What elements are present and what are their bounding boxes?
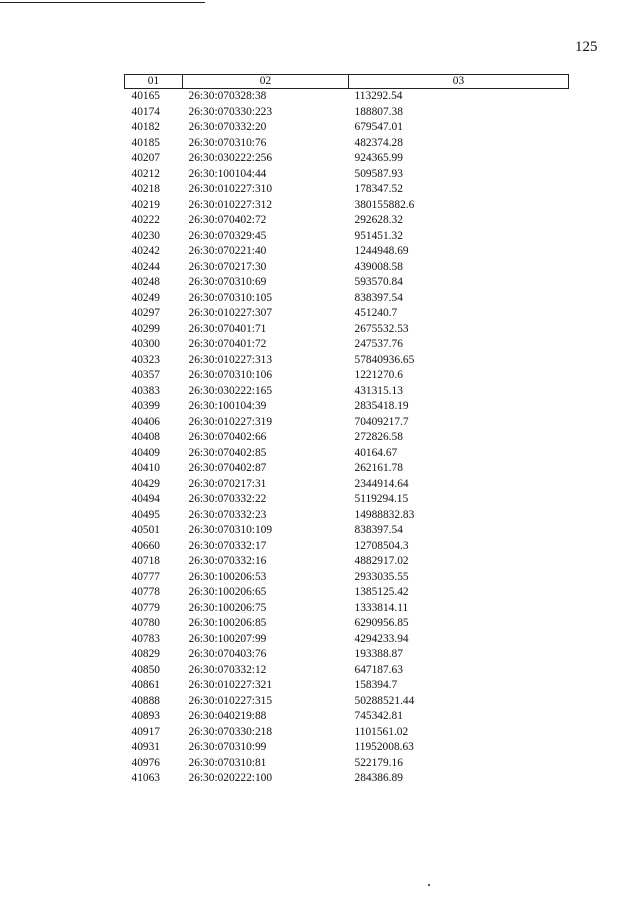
value-cell: 158394.7 — [354, 679, 398, 691]
table-row — [125, 663, 569, 679]
cadastral-number-cell: 26:30:070310:76 — [188, 136, 267, 149]
row-id-cell: 40207 — [131, 152, 160, 164]
cadastral-number-cell: 26:30:100104:39 — [188, 400, 267, 412]
row-id-cell: 40778 — [131, 586, 160, 598]
cadastral-number-cell: 26:30:070310:106 — [188, 369, 273, 381]
table-row — [125, 384, 569, 400]
value-cell: 272826.58 — [354, 431, 403, 443]
table-row — [125, 756, 569, 772]
row-id-cell: 40779 — [131, 601, 160, 614]
cadastral-number-cell: 26:30:070332:22 — [188, 493, 267, 505]
table-row — [125, 368, 569, 384]
cadastral-number-cell: 26:30:100104:44 — [188, 167, 267, 180]
table-row — [125, 198, 569, 214]
table-row — [125, 740, 569, 756]
cadastral-number-cell: 26:30:020222:100 — [188, 772, 273, 784]
value-cell: 14988832.83 — [354, 508, 415, 521]
value-cell: 1385125.42 — [354, 586, 409, 598]
row-id-cell: 40174 — [131, 105, 160, 118]
table-row — [125, 632, 569, 648]
header-row — [125, 75, 569, 89]
cadastral-number-cell: 26:30:070402:85 — [188, 446, 267, 459]
value-cell: 380155882.6 — [354, 198, 415, 211]
value-cell: 247537.76 — [354, 338, 403, 350]
row-id-cell: 41063 — [131, 772, 160, 784]
cadastral-number-cell: 26:30:010227:312 — [188, 198, 273, 211]
table-row — [125, 337, 569, 353]
value-cell: 838397.54 — [354, 524, 403, 536]
table-body — [125, 89, 569, 787]
table-row — [125, 151, 569, 167]
value-cell: 5119294.15 — [354, 493, 409, 505]
table-row — [125, 275, 569, 291]
value-cell: 451240.7 — [354, 307, 398, 319]
cadastral-number-cell: 26:30:070332:17 — [188, 539, 267, 552]
table-row — [125, 244, 569, 260]
table-row — [125, 213, 569, 229]
table-row — [125, 647, 569, 663]
table-row — [125, 430, 569, 446]
cadastral-number-cell: 26:30:070221:40 — [188, 245, 267, 257]
row-id-cell: 40829 — [131, 648, 160, 660]
value-cell: 193388.87 — [354, 648, 403, 660]
row-id-cell: 40248 — [131, 276, 160, 288]
table-row — [125, 446, 569, 462]
table-row — [125, 570, 569, 586]
cadastral-number-cell: 26:30:070310:69 — [188, 276, 267, 288]
cadastral-number-cell: 26:30:070310:81 — [188, 756, 267, 769]
cadastral-number-cell: 26:30:070310:109 — [188, 524, 273, 536]
cadastral-number-cell: 26:30:070328:38 — [188, 90, 267, 102]
row-id-cell: 40323 — [131, 353, 160, 366]
row-id-cell: 40299 — [131, 322, 160, 335]
cadastral-number-cell: 26:30:040219:88 — [188, 710, 267, 722]
cadastral-number-cell: 26:30:070310:99 — [188, 741, 267, 753]
row-id-cell: 40165 — [131, 90, 160, 102]
row-id-cell: 40429 — [131, 477, 160, 490]
value-cell: 2933035.55 — [354, 570, 409, 583]
row-id-cell: 40222 — [131, 214, 160, 226]
row-id-cell: 40219 — [131, 198, 160, 211]
row-id-cell: 40893 — [131, 710, 160, 722]
page-number: 125 — [575, 39, 598, 55]
row-id-cell: 40249 — [131, 291, 160, 304]
cadastral-number-cell: 26:30:100207:99 — [188, 632, 267, 645]
value-cell: 439008.58 — [354, 260, 403, 273]
value-cell: 522179.16 — [354, 756, 403, 769]
row-id-cell: 40244 — [131, 260, 160, 273]
row-id-cell: 40495 — [131, 508, 160, 521]
value-cell: 431315.13 — [354, 384, 403, 397]
cadastral-number-cell: 26:30:030222:165 — [188, 384, 273, 397]
table-row — [125, 771, 569, 787]
table-row — [125, 291, 569, 307]
value-cell: 50288521.44 — [354, 694, 415, 707]
value-cell: 292628.32 — [354, 214, 403, 226]
table-row — [125, 539, 569, 555]
table-row — [125, 182, 569, 198]
value-cell: 1244948.69 — [354, 245, 409, 257]
table-row — [125, 508, 569, 524]
table-row — [125, 554, 569, 570]
cadastral-number-cell: 26:30:010227:310 — [188, 183, 273, 195]
value-cell: 593570.84 — [354, 276, 403, 288]
value-cell: 1101561.02 — [354, 725, 409, 738]
value-cell: 178347.52 — [354, 183, 403, 195]
row-id-cell: 40383 — [131, 384, 160, 397]
row-id-cell: 40242 — [131, 245, 160, 257]
row-id-cell: 40976 — [131, 756, 160, 769]
row-id-cell: 40218 — [131, 183, 160, 195]
table-row — [125, 461, 569, 477]
table-row — [125, 229, 569, 245]
table-row — [125, 136, 569, 152]
cadastral-number-cell: 26:30:010227:315 — [188, 694, 273, 707]
table-row — [125, 105, 569, 121]
value-cell: 262161.78 — [354, 462, 403, 474]
value-cell: 40164.67 — [354, 446, 398, 459]
row-id-cell: 40230 — [131, 229, 160, 242]
value-cell: 6290956.85 — [354, 617, 409, 629]
value-cell: 679547.01 — [354, 121, 403, 133]
row-id-cell: 40777 — [131, 570, 160, 583]
table-row — [125, 167, 569, 183]
row-id-cell: 40185 — [131, 136, 160, 149]
cadastral-number-cell: 26:30:100206:53 — [188, 570, 267, 583]
cadastral-number-cell: 26:30:070402:66 — [188, 431, 267, 443]
cadastral-number-cell: 26:30:070401:71 — [188, 322, 267, 335]
row-id-cell: 40861 — [131, 679, 160, 691]
table-row — [125, 709, 569, 725]
value-cell: 2835418.19 — [354, 400, 409, 412]
row-id-cell: 40931 — [131, 741, 160, 753]
row-id-cell: 40297 — [131, 307, 160, 319]
row-id-cell: 40409 — [131, 446, 160, 459]
value-cell: 482374.28 — [354, 136, 403, 149]
cadastral-number-cell: 26:30:010227:307 — [188, 307, 273, 319]
header-col-01: 01 — [125, 75, 183, 89]
cadastral-number-cell: 26:30:070402:87 — [188, 462, 267, 474]
cadastral-number-cell: 26:30:070332:16 — [188, 555, 267, 567]
value-cell: 647187.63 — [354, 663, 403, 676]
row-id-cell: 40888 — [131, 694, 160, 707]
table-row — [125, 353, 569, 369]
value-cell: 188807.38 — [354, 105, 403, 118]
row-id-cell: 40357 — [131, 369, 160, 381]
row-id-cell: 40182 — [131, 121, 160, 133]
cadastral-number-cell: 26:30:010227:321 — [188, 679, 273, 691]
row-id-cell: 40406 — [131, 415, 160, 428]
table-row — [125, 678, 569, 694]
scan-speck — [428, 884, 430, 886]
row-id-cell: 40917 — [131, 725, 160, 738]
table-row — [125, 694, 569, 710]
cadastral-number-cell: 26:30:010227:319 — [188, 415, 273, 428]
table-row — [125, 260, 569, 276]
value-cell: 1221270.6 — [354, 369, 403, 381]
value-cell: 2675532.53 — [354, 322, 409, 335]
row-id-cell: 40212 — [131, 167, 160, 180]
row-id-cell: 40300 — [131, 338, 160, 350]
table-header — [125, 75, 569, 89]
row-id-cell: 40399 — [131, 400, 160, 412]
table-row — [125, 89, 569, 105]
row-id-cell: 40501 — [131, 524, 160, 536]
value-cell: 11952008.63 — [354, 741, 414, 753]
value-cell: 1333814.11 — [354, 601, 409, 614]
value-cell: 838397.54 — [354, 291, 403, 304]
cadastral-number-cell: 26:30:070401:72 — [188, 338, 267, 350]
value-cell: 745342.81 — [354, 710, 403, 722]
cadastral-number-cell: 26:30:070403:76 — [188, 648, 267, 660]
cadastral-number-cell: 26:30:030222:256 — [188, 152, 273, 164]
table-row — [125, 725, 569, 741]
cadastral-number-cell: 26:30:070310:105 — [188, 291, 273, 304]
value-cell: 924365.99 — [354, 152, 403, 164]
cadastral-number-cell: 26:30:100206:65 — [188, 586, 267, 598]
table-row — [125, 322, 569, 338]
row-id-cell: 40850 — [131, 663, 160, 676]
header-col-02: 02 — [183, 75, 349, 89]
cadastral-number-cell: 26:30:070332:23 — [188, 508, 267, 521]
table-row — [125, 492, 569, 508]
value-cell: 4882917.02 — [354, 555, 409, 567]
cadastral-number-cell: 26:30:100206:75 — [188, 601, 267, 614]
value-cell: 2344914.64 — [354, 477, 409, 490]
header-col-03: 03 — [349, 75, 569, 89]
value-cell: 70409217.7 — [354, 415, 409, 428]
cadastral-number-cell: 26:30:070217:30 — [188, 260, 267, 273]
table-row — [125, 585, 569, 601]
table-row — [125, 616, 569, 632]
row-id-cell: 40718 — [131, 555, 160, 567]
table-row — [125, 601, 569, 617]
cadastral-number-cell: 26:30:070332:12 — [188, 663, 267, 676]
value-cell: 57840936.65 — [354, 353, 415, 366]
cadastral-number-cell: 26:30:070332:20 — [188, 121, 267, 133]
top-rule — [0, 2, 205, 3]
value-cell: 951451.32 — [354, 229, 403, 242]
cadastral-number-cell: 26:30:070329:45 — [188, 229, 267, 242]
value-cell: 509587.93 — [354, 167, 403, 180]
table-row — [125, 399, 569, 415]
cadastral-number-cell: 26:30:070402:72 — [188, 214, 267, 226]
value-cell: 4294233.94 — [354, 632, 409, 645]
table-row — [125, 306, 569, 322]
cadastral-number-cell: 26:30:070217:31 — [188, 477, 267, 490]
data-table — [124, 74, 569, 787]
row-id-cell: 40783 — [131, 632, 160, 645]
table-row — [125, 120, 569, 136]
value-cell: 113292.54 — [354, 90, 403, 102]
value-cell: 12708504.3 — [354, 539, 409, 552]
row-id-cell: 40660 — [131, 539, 160, 552]
row-id-cell: 40408 — [131, 431, 160, 443]
row-id-cell: 40780 — [131, 617, 160, 629]
table-row — [125, 523, 569, 539]
value-cell: 284386.89 — [354, 772, 403, 784]
row-id-cell: 40494 — [131, 493, 160, 505]
table-row — [125, 477, 569, 493]
row-id-cell: 40410 — [131, 462, 160, 474]
cadastral-number-cell: 26:30:070330:223 — [188, 105, 273, 118]
cadastral-number-cell: 26:30:100206:85 — [188, 617, 267, 629]
table-row — [125, 415, 569, 431]
cadastral-number-cell: 26:30:070330:218 — [188, 725, 273, 738]
cadastral-number-cell: 26:30:010227:313 — [188, 353, 273, 366]
